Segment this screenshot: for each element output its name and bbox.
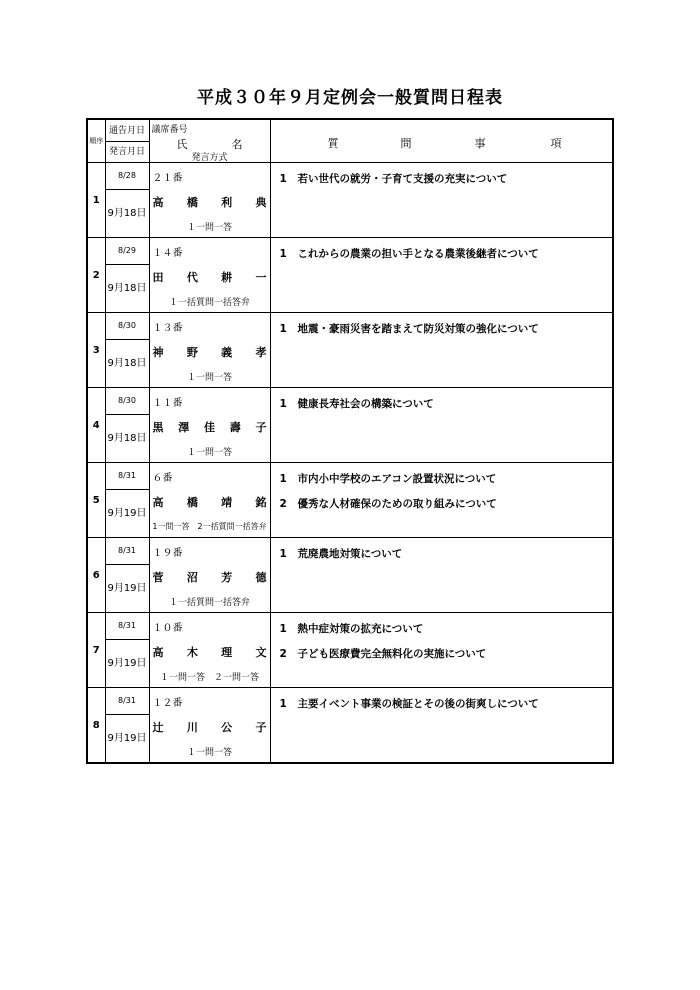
- table-row: [87, 463, 613, 538]
- member-name: [153, 569, 267, 585]
- date-cell: [105, 238, 149, 313]
- questions-cell: [270, 688, 613, 764]
- member-name: [153, 644, 267, 660]
- notice-date: 8/29: [106, 238, 149, 265]
- name-char: 沼: [186, 571, 198, 584]
- order-number: 3: [87, 313, 105, 388]
- question-number: 1: [279, 698, 287, 710]
- date-cell: [105, 688, 149, 764]
- speech-method: １一問一答: [186, 223, 232, 233]
- seat-number: １０番: [152, 623, 183, 634]
- name-char: 利: [221, 196, 233, 209]
- name-char: 橋: [186, 196, 198, 209]
- seat-number: １１番: [152, 398, 183, 409]
- question-text: 市内小中学校のエアコン設置状況について: [297, 473, 497, 485]
- name-char: 子: [255, 721, 267, 734]
- speech-date: 9月19日: [107, 508, 147, 519]
- questions-cell: [270, 388, 613, 463]
- speech-date: 9月18日: [107, 433, 147, 444]
- name-cell: [149, 463, 270, 538]
- question-number: 1: [279, 548, 287, 560]
- member-name: [153, 344, 267, 360]
- speech-method: 1一問一答 2一括質問一括答弁: [152, 522, 267, 531]
- order-number: 2: [87, 238, 105, 313]
- notice-date: 8/31: [106, 538, 149, 565]
- date-cell: [105, 463, 149, 538]
- seat-number: ６番: [152, 473, 173, 484]
- name-cell: [149, 613, 270, 688]
- question-number: 1: [279, 323, 287, 335]
- name-char: 靖: [221, 496, 233, 509]
- question-item: [280, 696, 539, 711]
- name-char: 辻: [152, 721, 164, 734]
- questions-cell: [270, 313, 613, 388]
- name-char: 理: [221, 646, 233, 659]
- question-text: 健康長寿社会の構築について: [297, 398, 434, 410]
- header-q-char: 事: [474, 137, 486, 150]
- name-char: 野: [186, 346, 198, 359]
- question-number: 1: [279, 473, 287, 485]
- questions-cell: [270, 163, 613, 238]
- table-row: [87, 613, 613, 688]
- member-name: [153, 719, 267, 735]
- name-char: 耕: [221, 271, 233, 284]
- table-row: [87, 163, 613, 238]
- speech-date: 9月19日: [107, 733, 147, 744]
- header-order: 順序: [87, 119, 105, 163]
- name-cell: [149, 238, 270, 313]
- question-text: 若い世代の就労・子育て支援の充実について: [297, 173, 508, 185]
- order-number: 1: [87, 163, 105, 238]
- order-number: 7: [87, 613, 105, 688]
- speech-method: １一問一答: [186, 448, 232, 458]
- name-char: 典: [255, 196, 267, 209]
- question-text: 主要イベント事業の検証とその後の街爽しについて: [297, 698, 539, 710]
- order-number: 5: [87, 463, 105, 538]
- table-row: [87, 238, 613, 313]
- name-char: 孝: [255, 346, 267, 359]
- name-cell: [149, 538, 270, 613]
- header-seat: 議席番号: [151, 125, 188, 135]
- question-item: [280, 246, 539, 261]
- questions-cell: [270, 238, 613, 313]
- name-char: 川: [186, 721, 198, 734]
- member-name: [153, 269, 267, 285]
- header-q-char: 質: [327, 137, 339, 150]
- date-cell: [105, 613, 149, 688]
- questions-cell: [270, 538, 613, 613]
- question-item: [280, 321, 539, 336]
- speech-method: １一問一答: [186, 748, 232, 758]
- name-char: 芳: [221, 571, 233, 584]
- order-number: 8: [87, 688, 105, 764]
- question-text: 優秀な人材確保のための取り組みについて: [297, 498, 497, 510]
- question-item: [280, 621, 424, 636]
- question-item: [280, 546, 403, 561]
- order-number: 6: [87, 538, 105, 613]
- question-item: [280, 396, 434, 411]
- question-number: 2: [279, 498, 287, 510]
- speech-date: 9月19日: [107, 658, 147, 669]
- question-item: [280, 471, 497, 486]
- speech-method: １一問一答: [186, 373, 232, 383]
- name-char: 德: [255, 571, 267, 584]
- notice-date: 8/28: [106, 163, 149, 190]
- question-text: これからの農業の担い手となる農業後継者について: [297, 248, 539, 260]
- seat-number: １９番: [152, 548, 183, 559]
- seat-number: １３番: [152, 323, 183, 334]
- header-q-char: 項: [550, 137, 562, 150]
- questions-cell: [270, 463, 613, 538]
- question-number: 1: [279, 623, 287, 635]
- speech-date: 9月18日: [107, 358, 147, 369]
- speech-method: １一括質問一括答弁: [168, 298, 250, 308]
- name-char: 義: [221, 346, 233, 359]
- question-number: 1: [279, 248, 287, 260]
- name-cell: [149, 388, 270, 463]
- name-char: 公: [221, 721, 233, 734]
- header-q-char: 問: [400, 137, 412, 150]
- date-cell: [105, 313, 149, 388]
- header-speech-date: 発言月日: [108, 146, 145, 157]
- notice-date: 8/31: [106, 688, 149, 715]
- name-cell: [149, 313, 270, 388]
- header-name-cell: [149, 119, 270, 163]
- question-number: 2: [279, 648, 287, 660]
- name-char: 黒: [152, 421, 164, 434]
- name-char: 文: [255, 646, 267, 659]
- header-method: 発言方式: [191, 153, 228, 163]
- table-row: [87, 313, 613, 388]
- speech-method: １一問一答 ２一問一答: [159, 673, 259, 683]
- name-char: 高: [152, 496, 164, 509]
- page-title: 平成３０年９月定例会一般質問日程表: [197, 88, 503, 108]
- notice-date: 8/31: [106, 613, 149, 640]
- seat-number: ２１番: [152, 173, 183, 184]
- name-char: 一: [255, 271, 267, 284]
- name-char: 神: [152, 346, 164, 359]
- speech-date: 9月18日: [107, 283, 147, 294]
- name-char: 田: [152, 271, 164, 284]
- name-char: 高: [152, 646, 164, 659]
- question-text: 子ども医療費完全無料化の実施について: [297, 648, 487, 660]
- speech-date: 9月19日: [107, 583, 147, 594]
- name-char: 佳: [204, 421, 215, 434]
- seat-number: １２番: [152, 698, 183, 709]
- name-char: 橋: [186, 496, 198, 509]
- notice-date: 8/30: [106, 388, 149, 415]
- notice-date: 8/30: [106, 313, 149, 340]
- member-name: [153, 194, 267, 210]
- question-number: 1: [279, 398, 287, 410]
- speech-method: １一括質問一括答弁: [168, 598, 250, 608]
- notice-date: 8/31: [106, 463, 149, 490]
- name-char: 子: [255, 421, 267, 434]
- table-row: [87, 688, 613, 764]
- name-cell: [149, 688, 270, 764]
- date-cell: [105, 538, 149, 613]
- name-char: 菅: [152, 571, 164, 584]
- question-item: [280, 171, 508, 186]
- table-row: [87, 538, 613, 613]
- table-row: [87, 388, 613, 463]
- question-text: 地震・豪雨災害を踏まえて防災対策の強化について: [297, 323, 539, 335]
- name-char: 銘: [255, 496, 267, 509]
- speech-date: 9月18日: [107, 208, 147, 219]
- header-dates: [105, 119, 149, 163]
- table-header-row: [87, 119, 613, 163]
- question-item: [280, 496, 497, 511]
- date-cell: [105, 163, 149, 238]
- header-questions: [270, 119, 613, 163]
- name-char: 木: [186, 646, 198, 659]
- member-name: [153, 494, 267, 510]
- question-number: 1: [279, 173, 287, 185]
- order-number: 4: [87, 388, 105, 463]
- question-text: 熱中症対策の拡充について: [297, 623, 424, 635]
- member-name: [153, 419, 267, 435]
- question-text: 荒廃農地対策について: [297, 548, 403, 560]
- name-char: 壽: [229, 421, 241, 434]
- seat-number: １４番: [152, 248, 183, 259]
- name-char: 澤: [178, 421, 190, 434]
- date-cell: [105, 388, 149, 463]
- name-char: 代: [186, 271, 198, 284]
- name-cell: [149, 163, 270, 238]
- questions-cell: [270, 613, 613, 688]
- name-char: 高: [152, 196, 164, 209]
- header-notice-date: 通告月日: [106, 121, 149, 142]
- question-item: [280, 646, 487, 661]
- header-name: 氏 名: [176, 138, 243, 151]
- schedule-table: [86, 118, 614, 764]
